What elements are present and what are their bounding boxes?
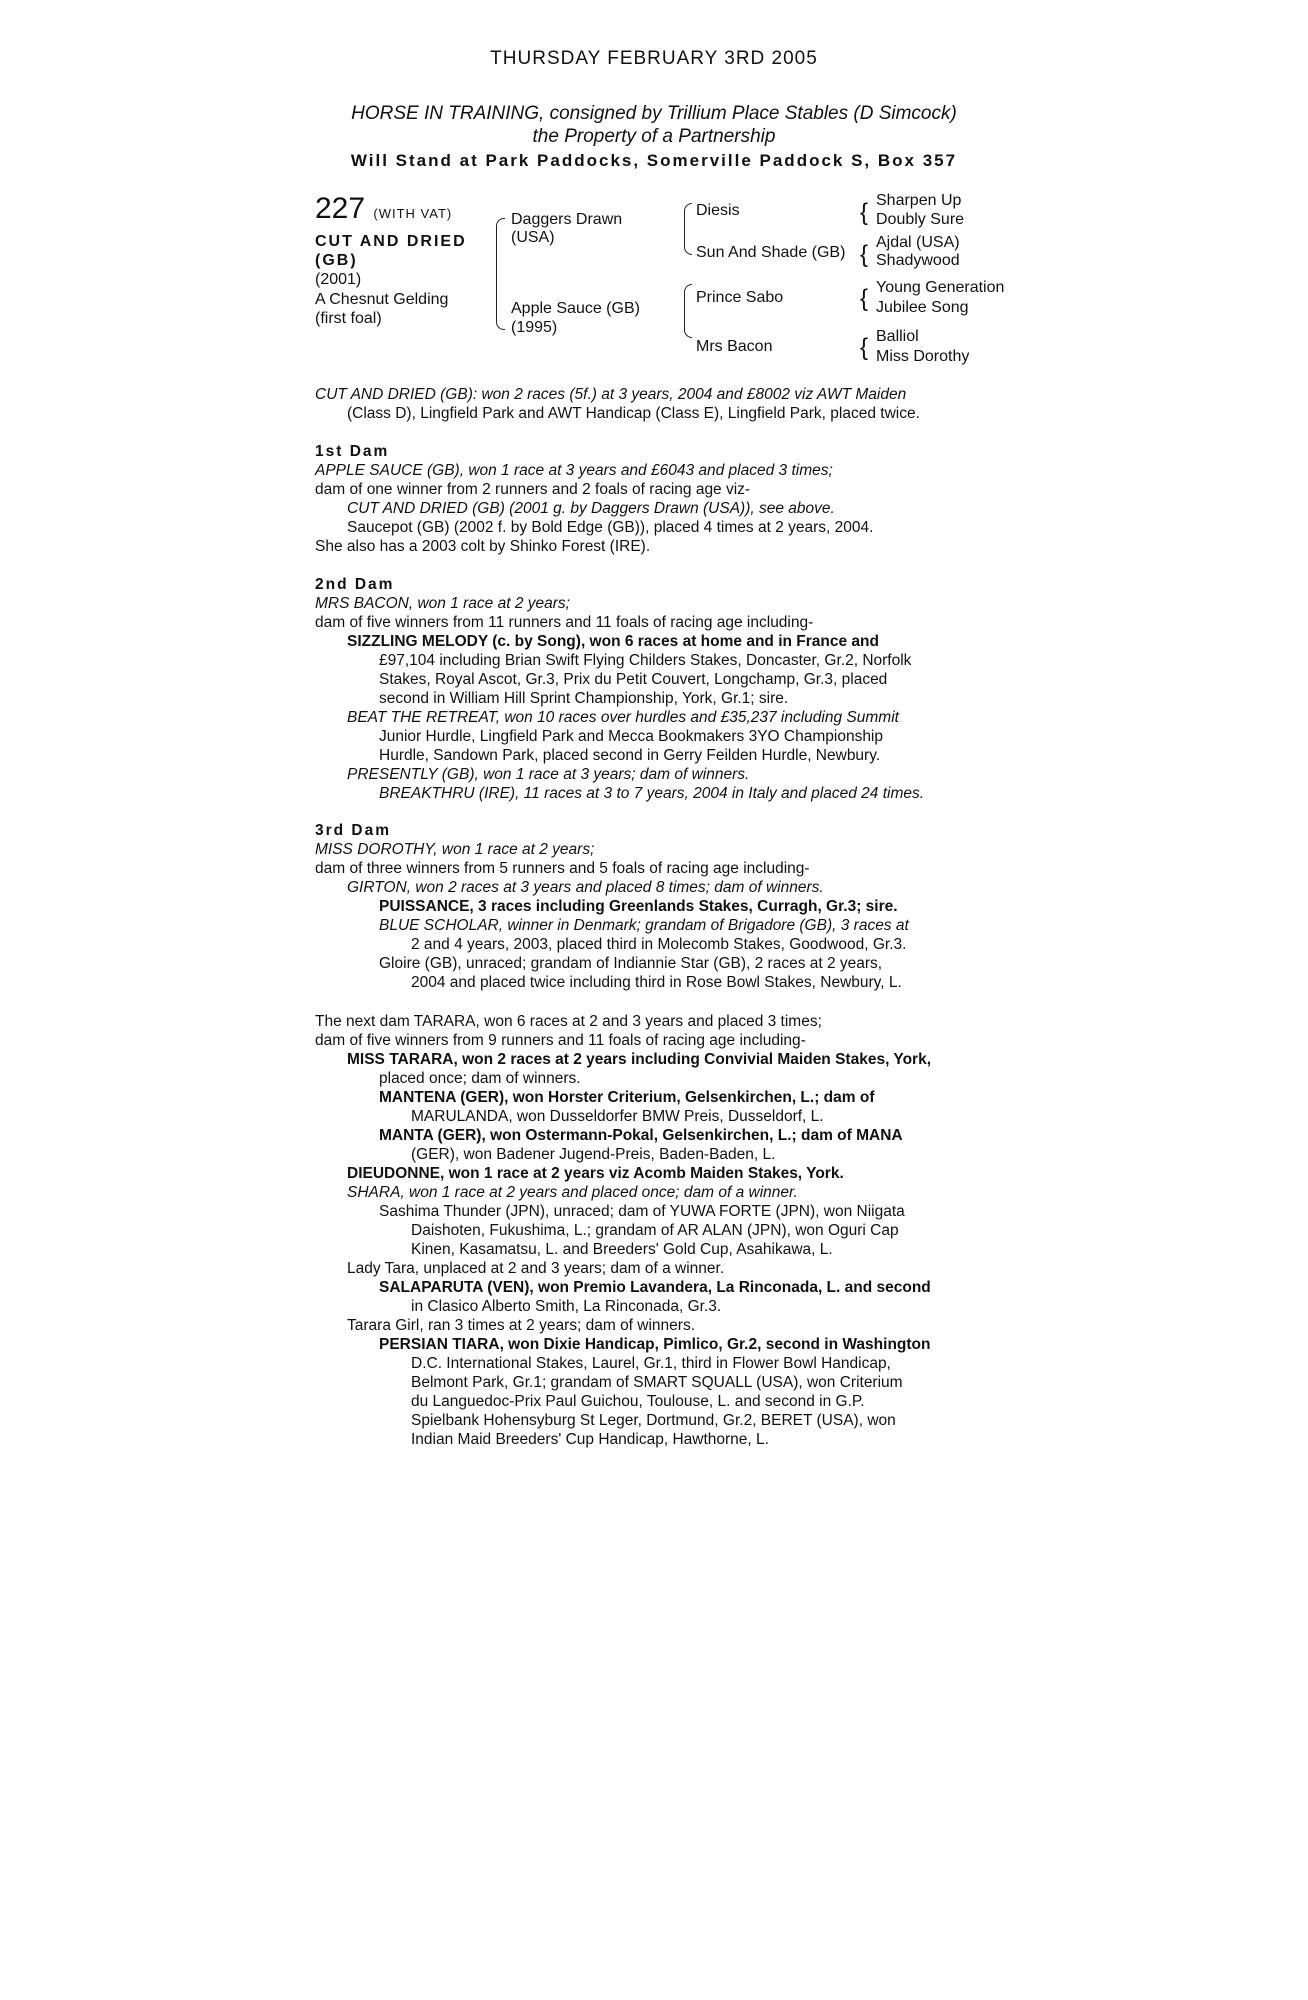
- horse-name: CUT AND DRIED: [315, 233, 467, 250]
- produce-line: MISS TARARA, won 2 races at 2 years including Convivial Maiden Stakes, York,: [347, 1051, 932, 1068]
- summary-line: CUT AND DRIED (GB): won 2 races (5f.) at 3 years, 2004 and £8002 viz AWT Maiden: [315, 386, 907, 403]
- brace-glyph: {: [860, 199, 869, 226]
- dam-name: Apple Sauce (GB): [511, 300, 640, 317]
- vat-note: (WITH VAT): [373, 206, 453, 221]
- produce-line: SALAPARUTA (VEN), won Premio Lavandera, La Rinconada, L. and second: [379, 1279, 931, 1296]
- produce-line: Saucepot (GB) (2002 f. by Bold Edge (GB)), placed 4 times at 2 years, 2004.: [347, 519, 874, 536]
- sire-sire: Diesis: [696, 202, 740, 219]
- sire-country: (USA): [511, 229, 555, 246]
- dam-line: APPLE SAUCE (GB), won 1 race at 3 years and £6043 and placed 3 times;: [315, 462, 833, 479]
- produce-line: Tarara Girl, ran 3 times at 2 years; dam of winners.: [347, 1317, 696, 1334]
- produce-line: 2 and 4 years, 2003, placed third in Molecomb Stakes, Goodwood, Gr.3.: [411, 936, 907, 953]
- produce-line: Gloire (GB), unraced; grandam of Indiannie Star (GB), 2 races at 2 years,: [379, 955, 883, 972]
- produce-line: Belmont Park, Gr.1; grandam of SMART SQUALL (USA), won Criterium: [411, 1374, 903, 1391]
- dam-line: MISS DOROTHY, won 1 race at 2 years;: [315, 841, 595, 858]
- gg-7: Balliol: [876, 328, 919, 345]
- produce-line: Daishoten, Fukushima, L.; grandam of AR ALAN (JPN), won Oguri Cap: [411, 1222, 899, 1239]
- produce-line: second in William Hill Sprint Championship, York, Gr.1; sire.: [379, 690, 789, 707]
- gg-2: Doubly Sure: [876, 211, 965, 228]
- second-dam-section: [315, 575, 995, 803]
- horse-year: (2001): [315, 271, 362, 288]
- produce-line: MANTA (GER), won Ostermann-Pokal, Gelsenkirchen, L.; dam of MANA: [379, 1127, 903, 1144]
- stand-location: Will Stand at Park Paddocks, Somerville Paddock S, Box 357: [350, 151, 958, 170]
- produce-line: Junior Hurdle, Lingfield Park and Mecca Bookmakers 3YO Championship: [379, 728, 883, 745]
- produce-line: Spielbank Hohensyburg St Leger, Dortmund, Gr.2, BERET (USA), won: [411, 1412, 896, 1429]
- produce-line: GIRTON, won 2 races at 3 years and placed 8 times; dam of winners.: [347, 879, 824, 896]
- produce-line: Sashima Thunder (JPN), unraced; dam of YUWA FORTE (JPN), won Niigata: [379, 1203, 905, 1220]
- produce-line: in Clasico Alberto Smith, La Rinconada, Gr.3.: [411, 1298, 722, 1315]
- produce-line: SIZZLING MELODY (c. by Song), won 6 races at home and in France and: [347, 633, 879, 650]
- third-dam-section: [315, 821, 995, 992]
- produce-line: (GER), won Badener Jugend-Preis, Baden-Baden, L.: [411, 1146, 776, 1163]
- summary-line: (Class D), Lingfield Park and AWT Handicap (Class E), Lingfield Park, placed twice.: [347, 405, 920, 422]
- gg-5: Young Generation: [876, 279, 1005, 296]
- produce-line: PERSIAN TIARA, won Dixie Handicap, Pimlico, Gr.2, second in Washington: [379, 1336, 931, 1353]
- sire-brace: [684, 203, 692, 255]
- horse-description: A Chesnut Gelding: [315, 291, 449, 308]
- produce-line: BREAKTHRU (IRE), 11 races at 3 to 7 years, 2004 in Italy and placed 24 times.: [379, 785, 925, 802]
- section-title: 1st Dam: [315, 443, 390, 460]
- next-dam-section: [315, 1012, 995, 1449]
- dam-line: dam of five winners from 11 runners and 11 foals of racing age including-: [315, 614, 814, 631]
- gg-4: Shadywood: [876, 252, 960, 269]
- produce-line: SHARA, won 1 race at 2 years and placed once; dam of a winner.: [347, 1184, 798, 1201]
- dam-line: She also has a 2003 colt by Shinko Forest (IRE).: [315, 538, 651, 555]
- dam-line: The next dam TARARA, won 6 races at 2 and 3 years and placed 3 times;: [315, 1013, 822, 1030]
- gg-8: Miss Dorothy: [876, 348, 970, 365]
- produce-line: DIEUDONNE, won 1 race at 2 years viz Acomb Maiden Stakes, York.: [347, 1165, 844, 1182]
- produce-line: Indian Maid Breeders' Cup Handicap, Hawthorne, L.: [411, 1431, 769, 1448]
- consignment-line: HORSE IN TRAINING, consigned by Trillium Place Stables (D Simcock): [351, 103, 957, 124]
- sale-date: THURSDAY FEBRUARY 3RD 2005: [490, 48, 818, 69]
- dam-line: dam of three winners from 5 runners and 5 foals of racing age including-: [315, 860, 810, 877]
- race-summary: [315, 385, 995, 423]
- brace-glyph: {: [860, 334, 869, 361]
- produce-line: PRESENTLY (GB), won 1 race at 3 years; dam of winners.: [347, 766, 750, 783]
- produce-line: MARULANDA, won Dusseldorfer BMW Preis, Dusseldorf, L.: [411, 1108, 824, 1125]
- produce-line: D.C. International Stakes, Laurel, Gr.1, third in Flower Bowl Handicap,: [411, 1355, 891, 1372]
- sire-dam: Sun And Shade (GB): [696, 244, 846, 261]
- produce-line: Lady Tara, unplaced at 2 and 3 years; dam of a winner.: [347, 1260, 725, 1277]
- section-title: 2nd Dam: [315, 576, 395, 593]
- pedigree-brace: [496, 218, 505, 330]
- dam-line: dam of one winner from 2 runners and 2 foals of racing age viz-: [315, 481, 751, 498]
- foal-note: (first foal): [315, 310, 382, 327]
- horse-country: (GB): [315, 252, 358, 269]
- sire-name: Daggers Drawn: [511, 211, 623, 228]
- produce-line: Kinen, Kasamatsu, L. and Breeders' Gold Cup, Asahikawa, L.: [411, 1241, 833, 1258]
- property-line: the Property of a Partnership: [532, 126, 776, 147]
- dam-year: (1995): [511, 319, 558, 336]
- brace-glyph: {: [860, 241, 869, 268]
- gg-1: Sharpen Up: [876, 192, 962, 209]
- produce-line: 2004 and placed twice including third in Rose Bowl Stakes, Newbury, L.: [411, 974, 902, 991]
- dam-dam: Mrs Bacon: [696, 338, 773, 355]
- produce-line: du Languedoc-Prix Paul Guichou, Toulouse, L. and second in G.P.: [411, 1393, 865, 1410]
- first-dam-section: [315, 442, 995, 556]
- produce-line: placed once; dam of winners.: [379, 1070, 581, 1087]
- produce-line: BLUE SCHOLAR, winner in Denmark; grandam of Brigadore (GB), 3 races at: [379, 917, 909, 934]
- section-title: 3rd Dam: [315, 822, 392, 839]
- produce-line: BEAT THE RETREAT, won 10 races over hurdles and £35,237 including Summit: [347, 709, 899, 726]
- gg-6: Jubilee Song: [876, 299, 969, 316]
- dam-line: MRS BACON, won 1 race at 2 years;: [315, 595, 570, 612]
- produce-line: Stakes, Royal Ascot, Gr.3, Prix du Petit Couvert, Longchamp, Gr.3, placed: [379, 671, 888, 688]
- lot-number: 227: [315, 192, 366, 225]
- gg-3: Ajdal (USA): [876, 234, 960, 251]
- dam-sire: Prince Sabo: [696, 289, 784, 306]
- produce-line: Hurdle, Sandown Park, placed second in Gerry Feilden Hurdle, Newbury.: [379, 747, 881, 764]
- produce-line: PUISSANCE, 3 races including Greenlands Stakes, Curragh, Gr.3; sire.: [379, 898, 898, 915]
- produce-line: CUT AND DRIED (GB) (2001 g. by Daggers Drawn (USA)), see above.: [347, 500, 835, 517]
- lot-number-row: [315, 192, 452, 226]
- dam-line: dam of five winners from 9 runners and 11 foals of racing age including-: [315, 1032, 806, 1049]
- produce-line: £97,104 including Brian Swift Flying Childers Stakes, Doncaster, Gr.2, Norfolk: [379, 652, 912, 669]
- dam-brace: [684, 284, 692, 338]
- brace-glyph: {: [860, 285, 869, 312]
- produce-line: MANTENA (GER), won Horster Criterium, Gelsenkirchen, L.; dam of: [379, 1089, 875, 1106]
